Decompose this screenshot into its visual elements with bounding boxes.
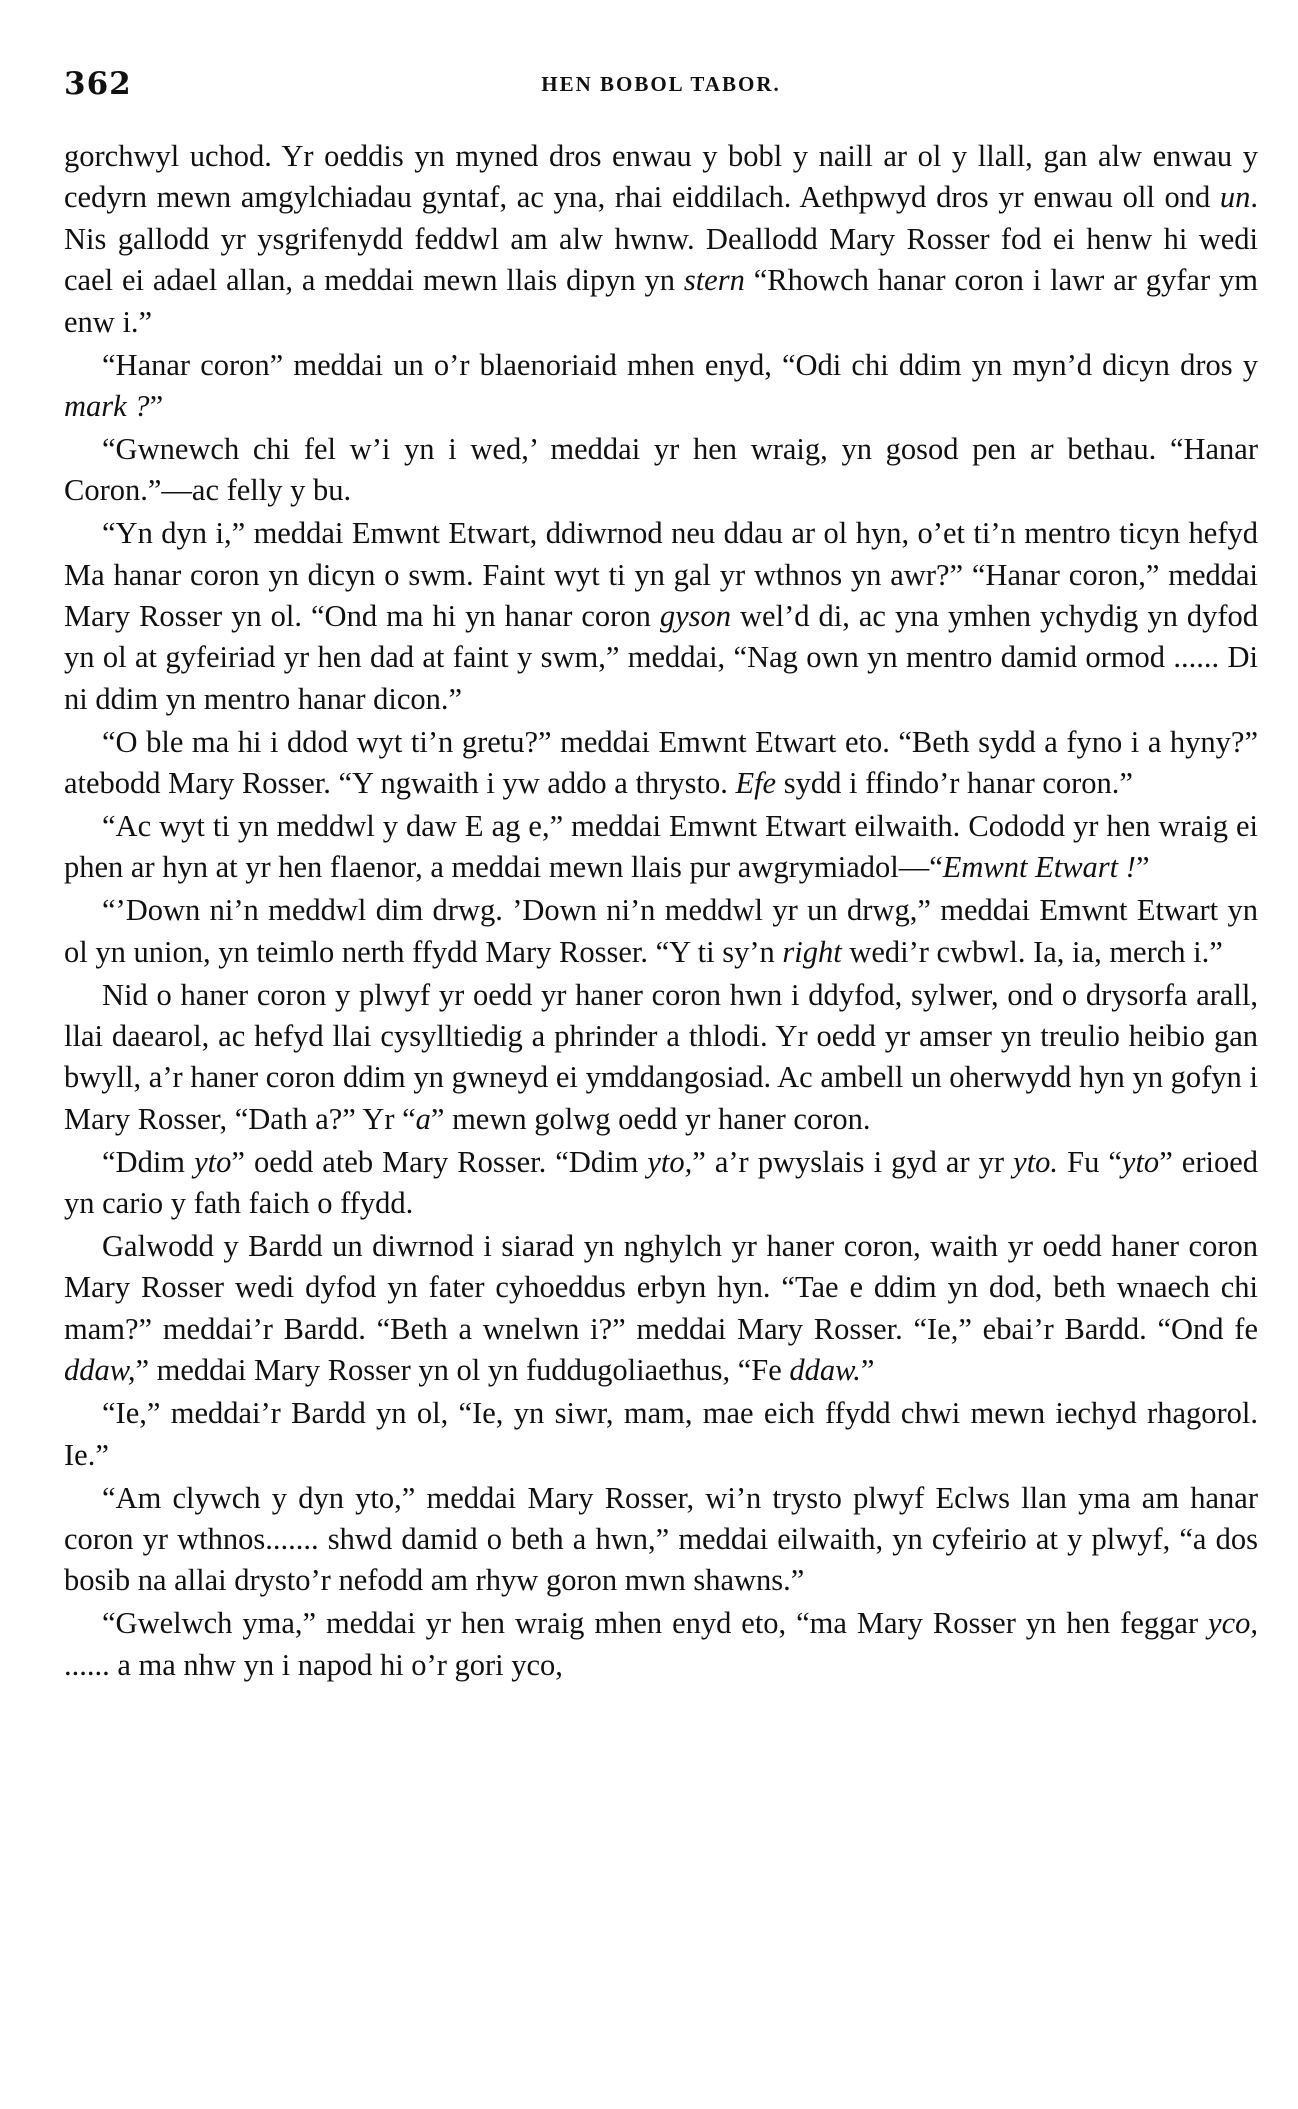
text-run: gorchwyl uchod. Yr oeddis yn myned dros enwau y bobl y naill ar ol y llall, gan alw enwau y cedyrn mewn amgylchiadau gyntaf, ac yna, rhai eiddilach. Aethpwyd dros yr enwau oll ond [64, 139, 1258, 215]
text-run: wedi’r cwbwl. Ia, ia, merch i.” [841, 934, 1223, 969]
text-run: “O ble ma hi i ddod wyt ti’n gretu?” meddai Emwnt Etwart eto. “Beth sydd a fyno i a hyny?” atebodd Mary Rosser. “Y ngwaith i yw addo a thrysto. [64, 724, 1258, 801]
text-run: “Ac wyt ti yn meddwl y daw E ag e,” meddai Emwnt Etwart eilwaith. Cododd yr hen wraig ei phen ar hyn at yr hen flaenor, a meddai mewn llais pur awgrymiadol—“ [64, 809, 1258, 885]
paragraph [64, 345, 1258, 428]
page-header [64, 54, 1258, 114]
paragraph [64, 1142, 1258, 1225]
paragraph [64, 513, 1258, 720]
italic-text: ddaw, [64, 1353, 136, 1388]
page-number: 362 [64, 66, 132, 102]
text-run: “Ddim [102, 1144, 195, 1179]
text-run: Nid o haner coron y plwyf yr oedd yr haner coron hwn i ddyfod, sylwer, ond o drysorfa arall, llai daearol, ac hefyd llai cysylltiedig a phrinder a thlodi. Yr oedd yr amser yn treulio heibio gan bwyll, a’r haner coron ddim yn gwneyd ei ymddangosiad. Ac ambell un oherwydd hyn yn gofyn i Mary Rosser, “Dath a?” Yr “ [64, 977, 1258, 1136]
text-run: sydd i ffindo’r hanar coron.” [776, 766, 1133, 801]
text-run: “Yn dyn i,” meddai Emwnt Etwart, ddiwrnod neu ddau ar ol hyn, o’et ti’n mentro ticyn hefyd Ma hanar coron yn dicyn o swm. Faint wyt ti yn gal yr wthnos yn awr?” “Hanar coron,” meddai Mary Rosser yn ol. “Ond ma hi yn hanar coron [64, 516, 1258, 633]
text-run: ” [149, 388, 164, 423]
text-run: ” a’r pwyslais i gyd ar yr [692, 1144, 1014, 1179]
paragraph [64, 1478, 1258, 1602]
italic-text: Efe [735, 766, 777, 801]
text-run: Fu “ [1058, 1144, 1122, 1179]
text-run: “Hanar coron” meddai un o’r blaenoriaid mhen enyd, “Odi chi ddim yn myn’d dicyn dros y [102, 347, 1258, 382]
paragraph [64, 1226, 1258, 1392]
text-run: ” [1135, 850, 1150, 885]
text-run: ” erioed yn cario y fath faich o ffydd. [64, 1144, 1258, 1221]
text-run: “Gwnewch chi fel w’i yn i wed,’ meddai yr hen wraig, yn gosod pen ar bethau. “Hanar Coron.”—ac felly y bu. [64, 431, 1258, 508]
text-run: wel’d di, ac yna ymhen ychydig yn dyfod yn ol at gyfeiriad yr hen dad at faint y swm,” meddai, “Nag own yn mentro damid ormod ...... Di ni ddim yn mentro hanar dicon.” [64, 598, 1258, 716]
text-run: ” mewn golwg oedd yr haner coron. [430, 1101, 871, 1136]
text-run: “Rhowch hanar coron i lawr ar gyfar ym enw i.” [64, 263, 1258, 339]
text-run: Galwodd y Bardd un diwrnod i siarad yn nghylch yr haner coron, waith yr oedd haner coron Mary Rosser wedi dyfod yn fater cyhoeddus erbyn hyn. “Tae e ddim yn dod, beth wnaech chi mam?” meddai’r Bardd. “Beth a wnelwn i?” meddai Mary Rosser. “Ie,” ebai’r Bardd. “Ond fe [64, 1229, 1258, 1346]
paragraph [64, 136, 1258, 343]
italic-text: yto [194, 1144, 232, 1179]
paragraph [64, 806, 1258, 889]
italic-text: ddaw. [789, 1353, 861, 1388]
text-run: ...... a ma nhw yn i napod hi o’r gori yco, [64, 1647, 563, 1682]
italic-text: gyson [659, 598, 732, 633]
text-run: ” [860, 1353, 875, 1388]
running-title: HEN BOBOL TABOR. [541, 71, 781, 96]
italic-text: yto. [1013, 1144, 1059, 1179]
text-run: . Nis gallodd yr ysgrifenydd feddwl am alw hwnw. Deallodd Mary Rosser fod ei henw hi wedi cael ei adael allan, a meddai mewn llais dipyn yn [64, 180, 1258, 298]
italic-text: a [415, 1101, 431, 1136]
paragraph [64, 975, 1258, 1141]
body-text [64, 136, 1258, 1686]
paragraph [64, 429, 1258, 512]
italic-text: mark ? [64, 388, 150, 423]
text-run: “Ie,” meddai’r Bardd yn ol, “Ie, yn siwr, mam, mae eich ffydd chwi mewn iechyd rhagorol. Ie.” [64, 1396, 1258, 1472]
text-run: “’Down ni’n meddwl dim drwg. ’Down ni’n meddwl yr un drwg,” meddai Emwnt Etwart yn ol yn union, yn teimlo nerth ffydd Mary Rosser. “Y ti sy’n [64, 893, 1258, 969]
italic-text: yto [1121, 1144, 1160, 1179]
text-run: ” meddai Mary Rosser yn ol yn fuddugoliaethus, “Fe [135, 1353, 790, 1388]
italic-text: un [1219, 180, 1251, 215]
text-run: “Am clywch y dyn yto,” meddai Mary Rosser, wi’n trysto plwyf Eclws llan yma am hanar coron yr wthnos....... shwd damid o beth a hwn,” meddai eilwaith, yn cyfeirio at y plwyf, “a dos bosib na allai drysto’r nefodd am rhyw goron mwn shawns.” [64, 1480, 1258, 1598]
paragraph [64, 890, 1258, 973]
italic-text: right [782, 934, 842, 969]
text-run: ” oedd ateb Mary Rosser. “Ddim [231, 1144, 648, 1179]
paragraph [64, 1603, 1258, 1686]
paragraph [64, 1393, 1258, 1476]
italic-text: yto, [647, 1144, 693, 1179]
italic-text: stern [683, 263, 745, 298]
italic-text: yco, [1208, 1606, 1258, 1641]
paragraph [64, 722, 1258, 805]
italic-text: Emwnt Etwart ! [942, 850, 1136, 885]
text-run: “Gwelwch yma,” meddai yr hen wraig mhen enyd eto, “ma Mary Rosser yn hen feggar [102, 1606, 1209, 1641]
